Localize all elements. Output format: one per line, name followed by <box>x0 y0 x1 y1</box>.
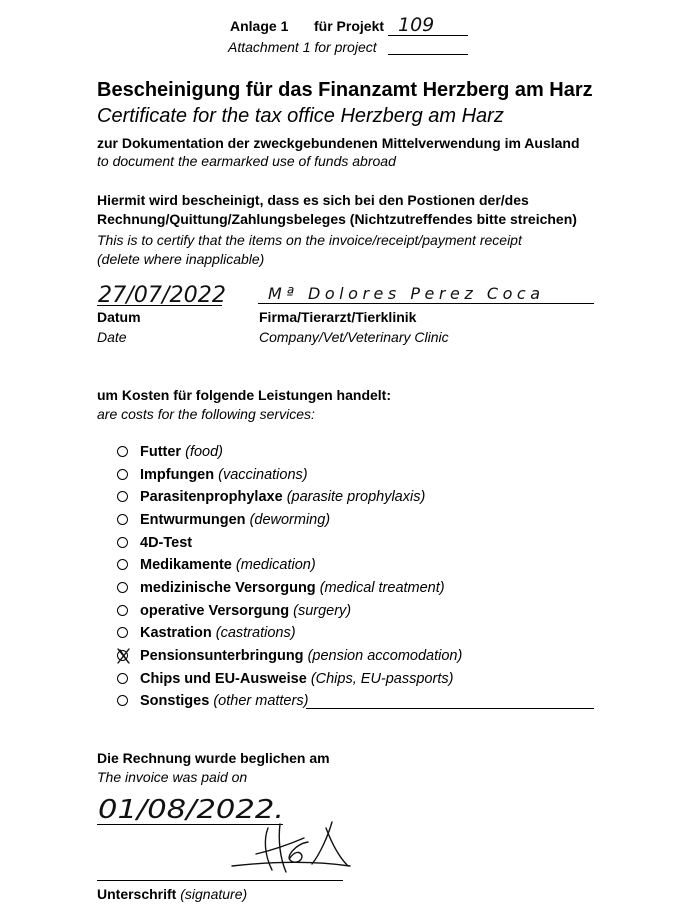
service-item-pensionsunterbringung[interactable]: Pensionsunterbringung (pension accomodation) <box>117 648 462 668</box>
checkbox-circle-icon[interactable] <box>117 514 128 525</box>
costs-en: are costs for the following services: <box>97 406 315 422</box>
payment-de: Die Rechnung wurde beglichen am <box>97 750 330 766</box>
project-number-line <box>388 35 468 36</box>
signature-handwritten-icon <box>228 814 358 878</box>
company-label-de: Firma/Tierarzt/Tierklinik <box>259 309 417 325</box>
svg-text:27/07/2022: 27/07/2022 <box>98 283 226 308</box>
checkbox-circle-icon[interactable] <box>117 491 128 502</box>
service-item-sonstiges[interactable]: Sonstiges (other matters) <box>117 693 308 713</box>
certify-en-2: (delete where inapplicable) <box>97 251 265 267</box>
checkbox-circle-icon[interactable] <box>117 605 128 616</box>
date-label-de: Datum <box>97 309 141 325</box>
subtitle-de: zur Dokumentation der zweckgebundenen Mittelverwendung im Ausland <box>97 135 580 151</box>
service-item-entwurmungen[interactable]: Entwurmungen (deworming) <box>117 512 330 532</box>
svg-text:Mª Dolores Perez Coca: Mª Dolores Perez Coca <box>268 284 540 303</box>
date-label-en: Date <box>97 329 127 345</box>
service-item-impfungen[interactable]: Impfungen (vaccinations) <box>117 467 308 487</box>
service-item-medizinische-versorgung[interactable]: medizinische Versorgung (medical treatment) <box>117 580 445 600</box>
other-matters-line <box>306 708 594 709</box>
project-en-line <box>388 54 468 55</box>
signature-label: Unterschrift (signature) <box>97 886 248 902</box>
checkbox-circle-icon[interactable] <box>117 446 128 457</box>
attachment-label-en: Attachment 1 for project <box>228 39 377 55</box>
checkbox-circle-icon[interactable] <box>117 537 128 548</box>
svg-text:109: 109 <box>398 14 435 36</box>
checkbox-circle-icon[interactable] <box>117 627 128 638</box>
certify-en-1: This is to certify that the items on the invoice/receipt/payment receipt <box>97 232 522 248</box>
checkbox-circle-icon[interactable] <box>117 673 128 684</box>
service-item-kastration[interactable]: Kastration (castrations) <box>117 625 296 645</box>
checkbox-circle-icon[interactable] <box>117 559 128 570</box>
certify-de-1: Hiermit wird bescheinigt, dass es sich bei den Postionen der/des <box>97 192 529 208</box>
service-item-4d-test[interactable]: 4D-Test <box>117 535 192 555</box>
service-item-futter[interactable]: Futter (food) <box>117 444 223 464</box>
company-line <box>258 303 594 304</box>
project-label: für Projekt <box>314 18 385 34</box>
anlage-label: Anlage 1 <box>230 18 289 34</box>
title-de: Bescheinigung für das Finanzamt Herzberg am Harz <box>97 79 593 101</box>
service-item-chips[interactable]: Chips und EU-Ausweise (Chips, EU-passports) <box>117 671 453 691</box>
svg-text:01/08/2022.: 01/08/2022. <box>98 795 284 825</box>
checkbox-circle-icon[interactable] <box>117 695 128 706</box>
company-label-en: Company/Vet/Veterinary Clinic <box>259 329 449 345</box>
handwritten-x-mark-icon <box>115 646 133 666</box>
signature-line <box>97 880 343 881</box>
date-line <box>97 305 222 306</box>
subtitle-en: to document the earmarked use of funds abroad <box>97 153 396 169</box>
certify-de-2: Rechnung/Quittung/Zahlungsbeleges (Nichtzutreffendes bitte streichen) <box>97 211 577 227</box>
service-item-parasitenprophylaxe[interactable]: Parasitenprophylaxe (parasite prophylaxis) <box>117 489 425 509</box>
costs-de: um Kosten für folgende Leistungen handelt: <box>97 387 391 403</box>
service-item-operative-versorgung[interactable]: operative Versorgung (surgery) <box>117 603 351 623</box>
title-en: Certificate for the tax office Herzberg am Harz <box>97 105 504 127</box>
checkbox-circle-icon[interactable] <box>117 469 128 480</box>
payment-en: The invoice was paid on <box>97 769 248 785</box>
checkbox-circle-icon[interactable] <box>117 582 128 593</box>
service-item-medikamente[interactable]: Medikamente (medication) <box>117 557 316 577</box>
